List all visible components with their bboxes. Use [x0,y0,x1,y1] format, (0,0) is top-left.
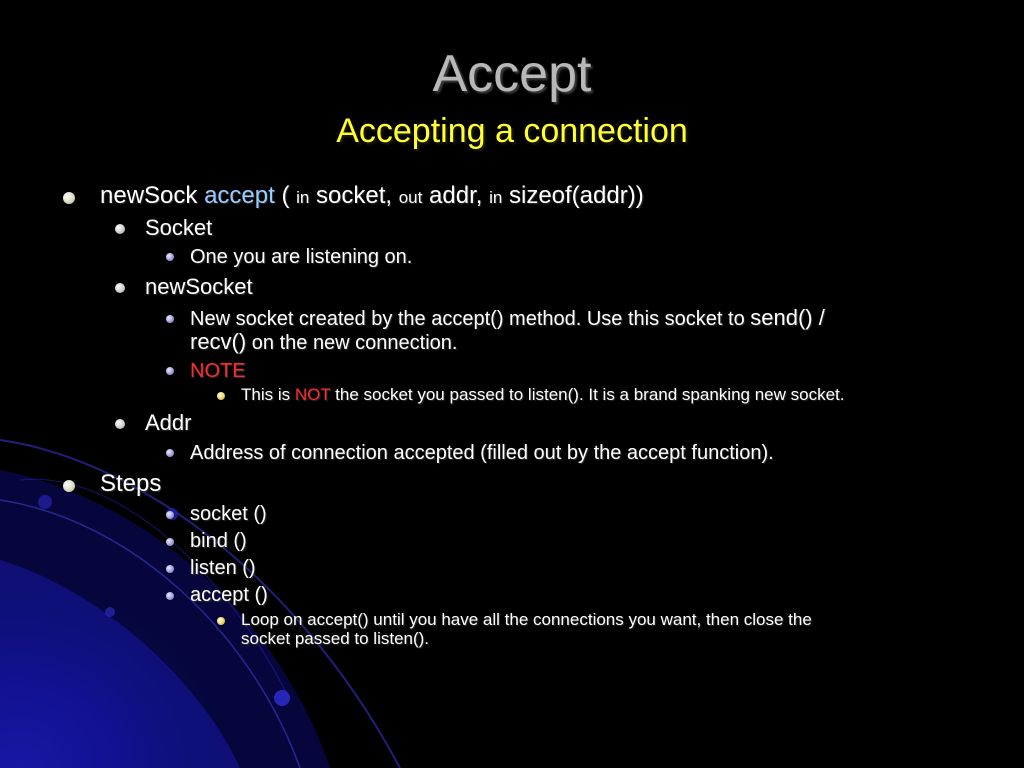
bullet-icon [166,565,174,573]
bullet-icon [63,192,75,204]
note-text-not: NOT [294,385,331,404]
signature-in-keyword-2: in [489,188,503,207]
accept-signature [100,182,644,212]
bullet-icon [166,592,174,600]
socket-heading: Socket [145,215,213,240]
note-text-end: the socket you passed to listen(). It is a brand spanking new socket. [330,385,845,404]
step-item: accept () [190,584,268,606]
bullet-icon [166,253,174,261]
step-item: bind () [190,530,247,552]
bullet-icon [115,283,125,293]
signature-addr: addr, [422,182,490,209]
steps-heading: Steps [100,470,162,497]
bullet-icon [115,224,125,234]
bullet-icon [166,315,174,323]
socket-description: One you are listening on. [190,246,413,268]
step-item: socket () [190,503,267,525]
slide-subtitle: Accepting a connection [336,112,688,150]
bullet-icon [63,480,75,492]
bullet-icon [166,538,174,546]
signature-newsock: newSock [100,182,205,209]
slide-title: Accept [432,45,592,103]
newsocket-heading: newSocket [145,274,253,299]
loop-note-line-1: Loop on accept() until you have all the connections you want, then close the [241,610,812,629]
newsocket-desc-send: send() / [750,305,825,330]
addr-description: Address of connection accepted (filled out by the accept function). [190,442,774,464]
bullet-icon [166,449,174,457]
newsocket-description-line-2 [190,330,457,355]
step-item: listen () [190,557,256,579]
loop-note-line-2: socket passed to listen(). [241,629,430,648]
newsocket-description-line-1 [190,306,825,331]
addr-heading: Addr [145,410,192,435]
note-label: NOTE [190,360,246,382]
bullet-icon [166,367,174,375]
signature-in-keyword: in [296,188,310,207]
newsocket-desc-recv: recv() [190,329,247,354]
signature-sizeof: sizeof(addr)) [502,182,644,209]
signature-socket: socket, [309,182,399,209]
newsocket-desc-tail: on the new connection. [246,332,458,354]
newsocket-desc-text: New socket created by the accept() method. Use this socket to [190,308,751,330]
note-text-start: This is [241,385,295,404]
bullet-icon [115,419,125,429]
signature-open-paren: ( [274,182,297,209]
bullet-icon [217,392,225,400]
signature-accept-keyword: accept [204,182,275,209]
signature-out-keyword: out [398,188,423,207]
bullet-icon [166,511,174,519]
note-text [241,385,844,405]
bullet-icon [217,617,225,625]
